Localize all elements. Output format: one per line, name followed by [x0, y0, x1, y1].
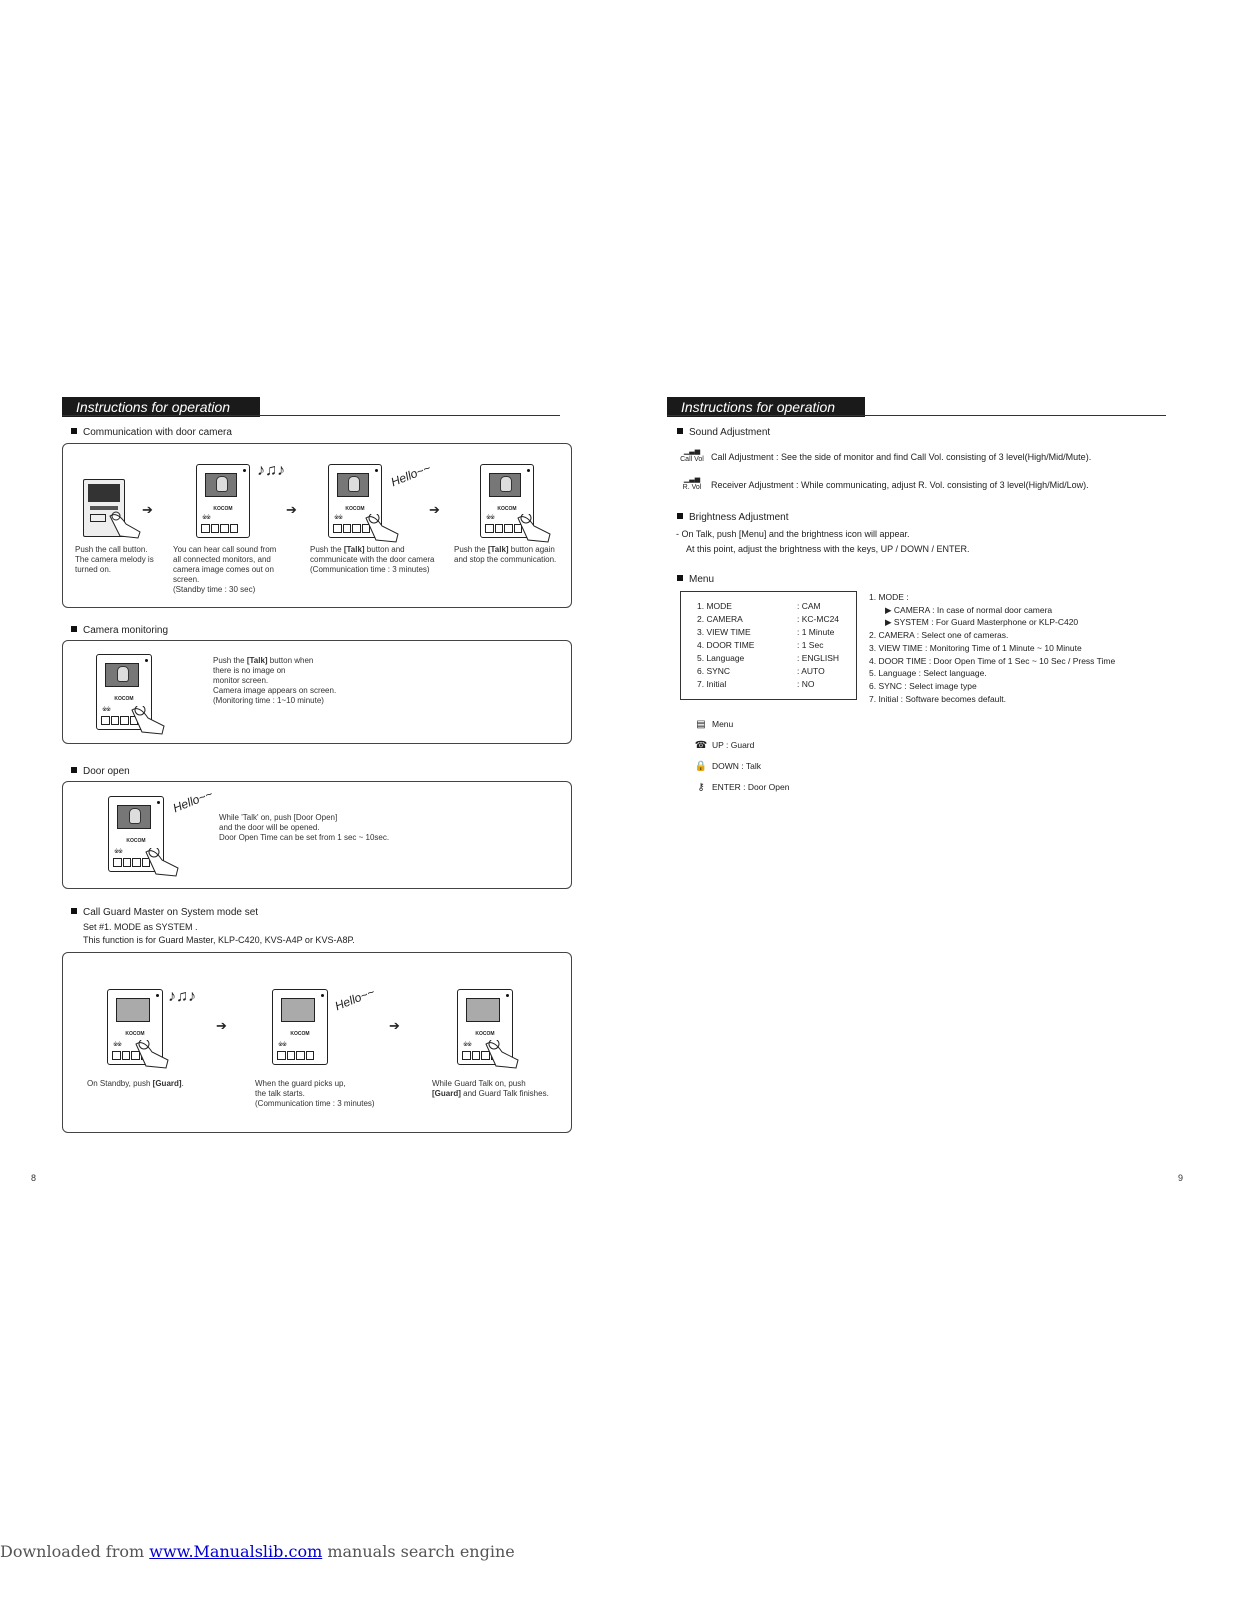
monitor-illustration: KOCOM ※※: [96, 654, 152, 730]
section-brightness: Brightness Adjustment: [677, 512, 789, 523]
music-note-icon: ♪♫♪: [168, 988, 196, 1005]
brightness-line-1: - On Talk, push [Menu] and the brightness icon will appear.: [676, 529, 910, 539]
r-vol-icon: ▁▃▅ R. Vol: [682, 476, 702, 491]
right-page-header: Instructions for operation: [667, 397, 865, 417]
menu-icon: ▤: [696, 719, 706, 730]
page-number-right: 9: [1178, 1173, 1184, 1183]
door-open-text: While 'Talk' on, push [Door Open] and the door will be opened. Door Open Time can be set from 1 sec ~ 10sec.: [219, 813, 390, 842]
key-legend-label: DOWN : Talk: [712, 761, 761, 771]
menu-description-line: ▶ SYSTEM : For Guard Masterphone or KLP-C420: [885, 617, 1079, 628]
hand-icon: [482, 1040, 520, 1070]
key-legend-row: [694, 782, 789, 793]
menu-item-name: 1. MODE: [697, 601, 732, 611]
hand-icon: [362, 514, 400, 544]
guard-icon: ☎: [694, 740, 708, 751]
monitor-illustration: KOCOM ※※: [108, 796, 164, 872]
monitor-illustration: KOCOM ※※: [328, 464, 382, 538]
menu-description-line: 6. SYNC : Select image type: [869, 680, 977, 691]
brightness-line-2: At this point, adjust the brightness with the keys, UP / DOWN / ENTER.: [686, 544, 970, 554]
menu-item-value: : KC-MC24: [797, 614, 840, 624]
menu-description-line: 4. DOOR TIME : Door Open Time of 1 Sec ~ 10 Sec / Press Time: [869, 655, 1116, 666]
guard-intro-1: Set #1. MODE as SYSTEM .: [83, 922, 198, 932]
door-camera-caption-1: Push the call button. The camera melody is turned on.: [75, 545, 154, 574]
left-header-rule: [62, 415, 560, 416]
page-number-left: 8: [31, 1173, 37, 1183]
arrow-icon: ➔: [142, 502, 153, 517]
menu-item-name: 5. Language: [697, 653, 745, 663]
menu-item-name: 6. SYNC: [697, 666, 731, 676]
section-door-open: Door open: [71, 766, 130, 777]
r-vol-text: Receiver Adjustment : While communicating, adjust R. Vol. consisting of 3 level(High/Mid/Low).: [711, 480, 1089, 490]
key-legend-label: UP : Guard: [712, 740, 755, 750]
monitor-illustration: KOCOM ※※: [457, 989, 513, 1065]
monitor-illustration: KOCOM ※※: [272, 989, 328, 1065]
music-note-icon: ♪♫♪: [257, 462, 285, 479]
guard-caption-3: While Guard Talk on, push [Guard] and Guard Talk finishes.: [432, 1079, 549, 1098]
guard-caption-1: On Standby, push [Guard].: [87, 1079, 184, 1088]
door-camera-caption-4: Push the [Talk] button again and stop the communication.: [454, 545, 557, 564]
menu-description-line: 1. MODE :: [869, 592, 909, 602]
menu-description-line: 2. CAMERA : Select one of cameras.: [869, 630, 1009, 641]
guard-caption-2: When the guard picks up, the talk starts. (Communication time : 3 minutes): [255, 1079, 375, 1108]
menu-item-name: 7. Initial: [697, 679, 727, 689]
menu-item-name: 2. CAMERA: [697, 614, 743, 624]
section-camera-monitoring: Camera monitoring: [71, 625, 168, 636]
talk-icon: 🔒: [694, 761, 708, 772]
hand-icon: [514, 514, 552, 544]
hand-icon: [142, 848, 180, 878]
section-door-camera: Communication with door camera: [71, 427, 232, 438]
left-page-header: Instructions for operation: [62, 397, 260, 417]
hand-icon: [132, 1040, 170, 1070]
key-legend-row: [694, 740, 754, 751]
key-icon: ⚷: [697, 782, 705, 793]
right-header-rule: [667, 415, 1166, 416]
arrow-icon: ➔: [429, 502, 440, 517]
hello-bubble: Hello~~: [332, 984, 377, 1014]
menu-item-value: : 1 Minute: [797, 627, 835, 637]
arrow-icon: ➔: [216, 1018, 227, 1033]
key-legend-row: [694, 761, 761, 772]
menu-description-line: 3. VIEW TIME : Monitoring Time of 1 Minute ~ 10 Minute: [869, 642, 1082, 653]
menu-item-name: 3. VIEW TIME: [697, 627, 751, 637]
call-vol-icon: ▁▃▅ Call Vol: [680, 448, 704, 463]
call-vol-text: Call Adjustment : See the side of monitor and find Call Vol. consisting of 3 level(High/Mid/Mute).: [711, 452, 1092, 462]
key-legend-label: Menu: [712, 719, 734, 729]
menu-description-line: 5. Language : Select language.: [869, 668, 987, 679]
menu-item-value: : ENGLISH: [797, 653, 840, 663]
hand-icon: [128, 706, 166, 736]
download-footer: Downloaded from www.Manualslib.com manuals search engine: [0, 1542, 515, 1561]
section-guard-master: Call Guard Master on System mode set: [71, 907, 258, 918]
hello-bubble: Hello~~: [388, 460, 433, 490]
guard-intro-2: This function is for Guard Master, KLP-C420, KVS-A4P or KVS-A8P.: [83, 935, 355, 945]
section-menu: Menu: [677, 574, 714, 585]
menu-item-value: : CAM: [797, 601, 821, 611]
menu-description-line: ▶ CAMERA : In case of normal door camera: [885, 604, 1053, 615]
key-legend-row: [694, 719, 733, 730]
monitor-illustration: KOCOM ※※: [107, 989, 163, 1065]
menu-item-value: : 1 Sec: [797, 640, 824, 650]
manualslib-link[interactable]: www.Manualslib.com: [149, 1542, 323, 1561]
monitor-illustration: KOCOM ※※: [480, 464, 534, 538]
section-sound-adjustment: Sound Adjustment: [677, 427, 770, 438]
arrow-icon: ➔: [389, 1018, 400, 1033]
key-legend-label: ENTER : Door Open: [712, 782, 790, 792]
monitor-illustration: KOCOM ※※: [196, 464, 250, 538]
menu-item-value: : AUTO: [797, 666, 825, 676]
menu-item-name: 4. DOOR TIME: [697, 640, 755, 650]
camera-monitoring-text: Push the [Talk] button when there is no image on monitor screen. Camera image appears on screen. (Monitoring time : 1~10 minute): [213, 656, 337, 705]
menu-description-line: 7. Initial : Software becomes default.: [869, 693, 1007, 704]
door-camera-caption-2: You can hear call sound from all connected monitors, and camera image comes out on screen. (Standby time : 30 sec): [173, 545, 277, 594]
hand-icon: [108, 510, 142, 540]
menu-item-value: : NO: [797, 679, 815, 689]
door-camera-caption-3: Push the [Talk] button and communicate with the door camera (Communication time : 3 minutes): [310, 545, 435, 574]
hello-bubble: Hello~~: [170, 786, 215, 816]
arrow-icon: ➔: [286, 502, 297, 517]
